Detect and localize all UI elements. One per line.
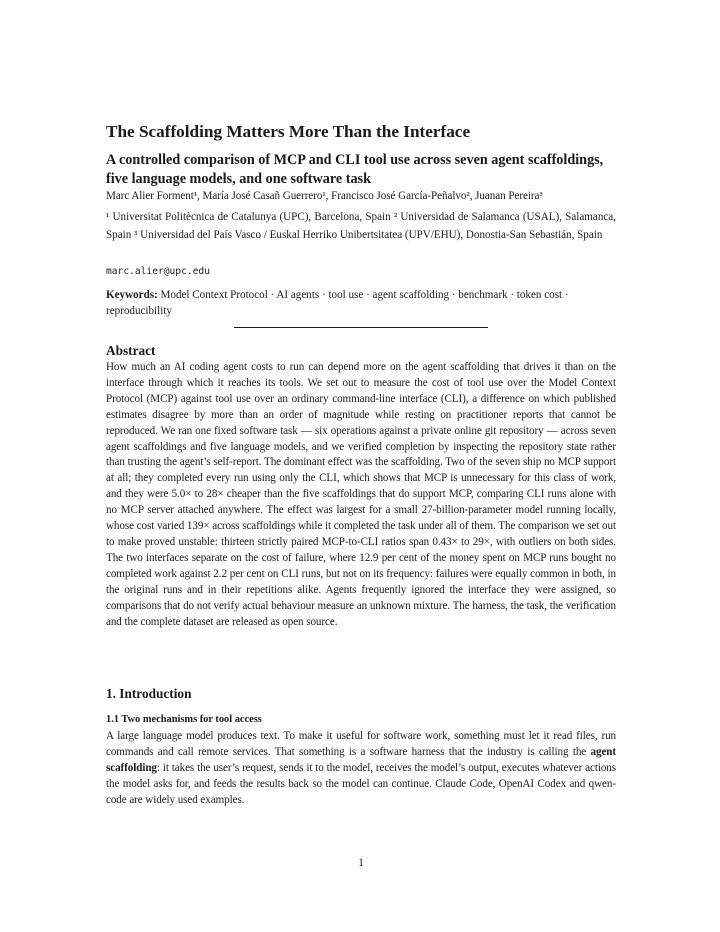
introduction-paragraph [106, 729, 616, 809]
abstract-body: How much an AI coding agent costs to run can depend more on the agent scaffolding that drives it than on the interface through which it reaches its tools. We set out to measure the cost of tool use over the Model Context Protocol (MCP) against tool use over an ordinary command-line interface (CLI), a difference on which published estimates disagree by more than an order of magnitude while resting on practitioner reports that cannot be reproduced. We ran one fixed software task — six operations against a private online git repository — across seven agent scaffoldings and five language models, and we verified completion by inspecting the repository state rather than trusting the agent’s self-report. The dominant effect was the scaffolding. Two of the seven ship no MCP support at all; they completed every run using only the CLI, which shows that MCP is unnecessary for this class of work, and they were 5.0× to 28× cheaper than the five scaffoldings that do support MCP, comparing CLI runs alone with no MCP server attached anywhere. The effect was largest for a small 27-billion-parameter model running locally, whose cost varied 139× across scaffoldings while it completed the task under all of them. The comparison we set out to make proved unstable: thirteen strictly paired MCP-to-CLI ratios span 0.43× to 29×, with outliers on both sides. The two interfaces separate on the cost of failure, where 12.9 per cent of the money spent on MCP runs bought no completed work against 2.2 per cent on CLI runs, but not on its frequency: failures were equally common in both, in the original runs and in their repetitions alike. Agents frequently ignored the interface they were assigned, so comparisons that do not verify actual behaviour measure an unknown mixture. The harness, the task, the verification and the complete dataset are released as open source. [106, 361, 616, 628]
intro-bold-term: agent scaffolding [106, 745, 616, 774]
introduction-heading: 1. Introduction [106, 686, 192, 701]
paper-title: The Scaffolding Matters More Than the Interface [106, 122, 471, 141]
section-divider [234, 327, 488, 328]
affiliations: ¹ Universitat Politècnica de Catalunya (UPC), Barcelona, Spain ² Universidad de Salamanca (USAL), Salamanca, Spain ³ Universidad del País Vasco / Euskal Herriko Unibertsitatea (UPV/EHU), Donostia-San Sebastián, Spain [106, 211, 616, 241]
keywords [106, 287, 616, 319]
page-number: 1 [358, 857, 364, 869]
intro-text-before: A large language model produces text. To make it useful for software work, something must let it read files, run commands and call remote services. That something is a software harness that the industry is calling the [106, 730, 616, 758]
keywords-list: Model Context Protocol · AI agents · tool use · agent scaffolding · benchmark · token cost · reproducibility [106, 289, 569, 317]
contact-email: marc.alier@upc.edu [106, 266, 210, 277]
abstract-heading: Abstract [106, 343, 156, 358]
subsection-heading: 1.1 Two mechanisms for tool access [106, 714, 262, 725]
paper-subtitle: A controlled comparison of MCP and CLI tool use across seven agent scaffoldings, five language models, and one software task [106, 152, 604, 187]
keywords-label: Keywords: [106, 289, 158, 301]
intro-text-after: : it takes the user’s request, sends it to the model, receives the model’s output, executes whatever actions the model asks for, and feeds the results back so the model can continue. Claude Code, OpenAI Codex and qwen-code are widely used examples. [106, 761, 616, 806]
author-list: Marc Alier Forment¹, María José Casañ Guerrero¹, Francisco José García-Peñalvo², Juanan Pereira³ [106, 190, 543, 202]
